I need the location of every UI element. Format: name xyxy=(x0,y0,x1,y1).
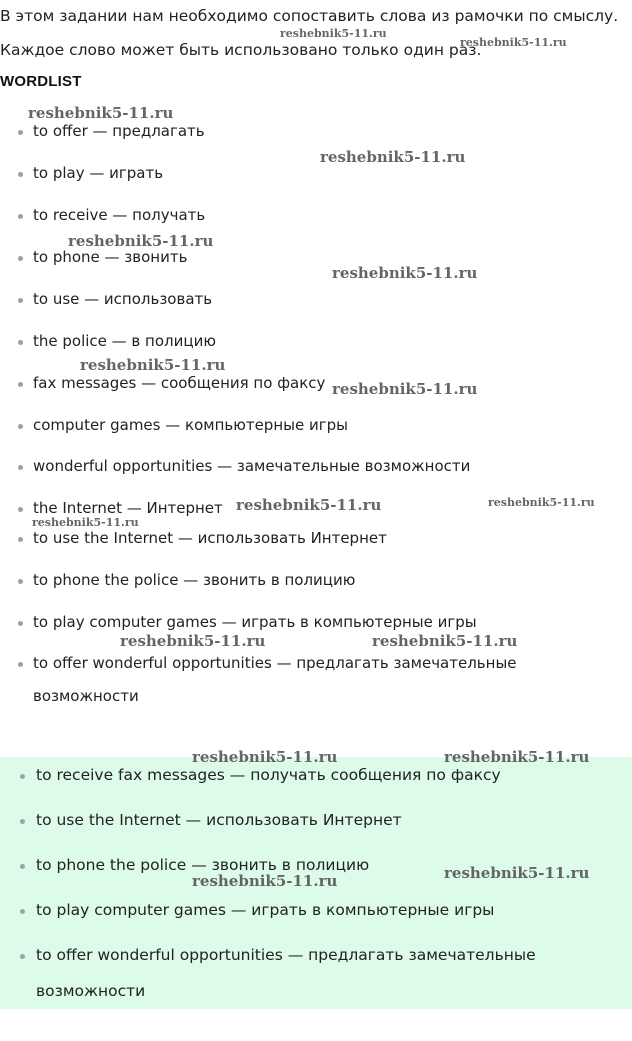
list-item-text: fax messages — сообщения по факсу xyxy=(33,374,326,392)
bullet-icon xyxy=(20,864,25,869)
list-item xyxy=(33,564,355,597)
list-item-text: to offer — предлагать xyxy=(33,122,205,140)
intro-line-2: Каждое слово может быть использовано только один раз. xyxy=(0,41,482,59)
bullet-icon xyxy=(18,662,23,667)
bullet-icon xyxy=(20,774,25,779)
bullet-icon xyxy=(18,507,23,512)
list-item-continuation xyxy=(33,680,139,713)
list-item-text: to receive — получать xyxy=(33,206,206,224)
bullet-icon xyxy=(18,537,23,542)
watermark: reshebnik5-11.ru xyxy=(192,872,338,890)
bullet-icon xyxy=(18,382,23,387)
answer-item-continuation xyxy=(36,973,145,1009)
bullet-icon xyxy=(18,621,23,626)
watermark: reshebnik5-11.ru xyxy=(320,148,466,166)
watermark: reshebnik5-11.ru xyxy=(488,496,595,509)
answer-text: возможности xyxy=(36,982,146,1000)
bullet-icon xyxy=(18,424,23,429)
list-item xyxy=(33,450,470,483)
answer-item xyxy=(36,892,494,928)
bullet-icon xyxy=(18,298,23,303)
watermark: reshebnik5-11.ru xyxy=(120,632,266,650)
list-item-text: to play — играть xyxy=(33,164,164,182)
watermark: reshebnik5-11.ru xyxy=(80,356,226,374)
bullet-icon xyxy=(20,909,25,914)
list-item-text: to use — использовать xyxy=(33,290,213,308)
bullet-icon xyxy=(18,579,23,584)
bullet-icon xyxy=(18,214,23,219)
list-item xyxy=(33,283,212,316)
bullet-icon xyxy=(18,465,23,470)
bullet-icon xyxy=(18,256,23,261)
watermark: reshebnik5-11.ru xyxy=(372,632,518,650)
watermark: reshebnik5-11.ru xyxy=(444,864,590,882)
bullet-icon xyxy=(18,340,23,345)
watermark: reshebnik5-11.ru xyxy=(332,380,478,398)
bullet-icon xyxy=(18,130,23,135)
answer-text: to offer wonderful opportunities — предлагать замечательные xyxy=(36,946,536,964)
answer-text: to phone the police — звонить в полицию xyxy=(36,856,370,874)
list-item-text: to use the Internet — использовать Интернет xyxy=(33,529,387,547)
watermark: reshebnik5-11.ru xyxy=(32,516,139,529)
list-item xyxy=(33,157,163,190)
watermark: reshebnik5-11.ru xyxy=(28,104,174,122)
answer-text: to use the Internet — использовать Интернет xyxy=(36,811,402,829)
watermark: reshebnik5-11.ru xyxy=(444,748,590,766)
watermark: reshebnik5-11.ru xyxy=(280,27,387,40)
list-item-text: the Internet — Интернет xyxy=(33,499,223,517)
list-item-text: wonderful opportunities — замечательные возможности xyxy=(33,457,471,475)
watermark: reshebnik5-11.ru xyxy=(460,36,567,49)
list-item-text: computer games — компьютерные игры xyxy=(33,416,348,434)
answer-text: to play computer games — играть в компьютерные игры xyxy=(36,901,495,919)
list-item xyxy=(33,325,216,358)
watermark: reshebnik5-11.ru xyxy=(192,748,338,766)
list-item-text: to offer wonderful opportunities — предлагать замечательные xyxy=(33,654,517,672)
wordlist-heading: WORDLIST xyxy=(0,73,82,90)
list-item-text: to play computer games — играть в компьютерные игры xyxy=(33,613,477,631)
bullet-icon xyxy=(20,819,25,824)
answer-text: to receive fax messages — получать сообщения по факсу xyxy=(36,766,501,784)
bullet-icon xyxy=(20,954,25,959)
list-item xyxy=(33,199,205,232)
list-item xyxy=(33,647,517,680)
list-item-text: to phone — звонить xyxy=(33,248,188,266)
watermark: reshebnik5-11.ru xyxy=(68,232,214,250)
list-item xyxy=(33,409,348,442)
watermark: reshebnik5-11.ru xyxy=(332,264,478,282)
watermark: reshebnik5-11.ru xyxy=(236,496,382,514)
intro-line-1: В этом задании нам необходимо сопоставить слова из рамочки по смыслу. xyxy=(0,7,619,25)
answer-item xyxy=(36,802,402,838)
answer-item xyxy=(36,937,536,973)
bullet-icon xyxy=(18,172,23,177)
list-item-text: to phone the police — звонить в полицию xyxy=(33,571,356,589)
list-item-text: the police — в полицию xyxy=(33,332,216,350)
list-item-text: возможности xyxy=(33,687,139,705)
